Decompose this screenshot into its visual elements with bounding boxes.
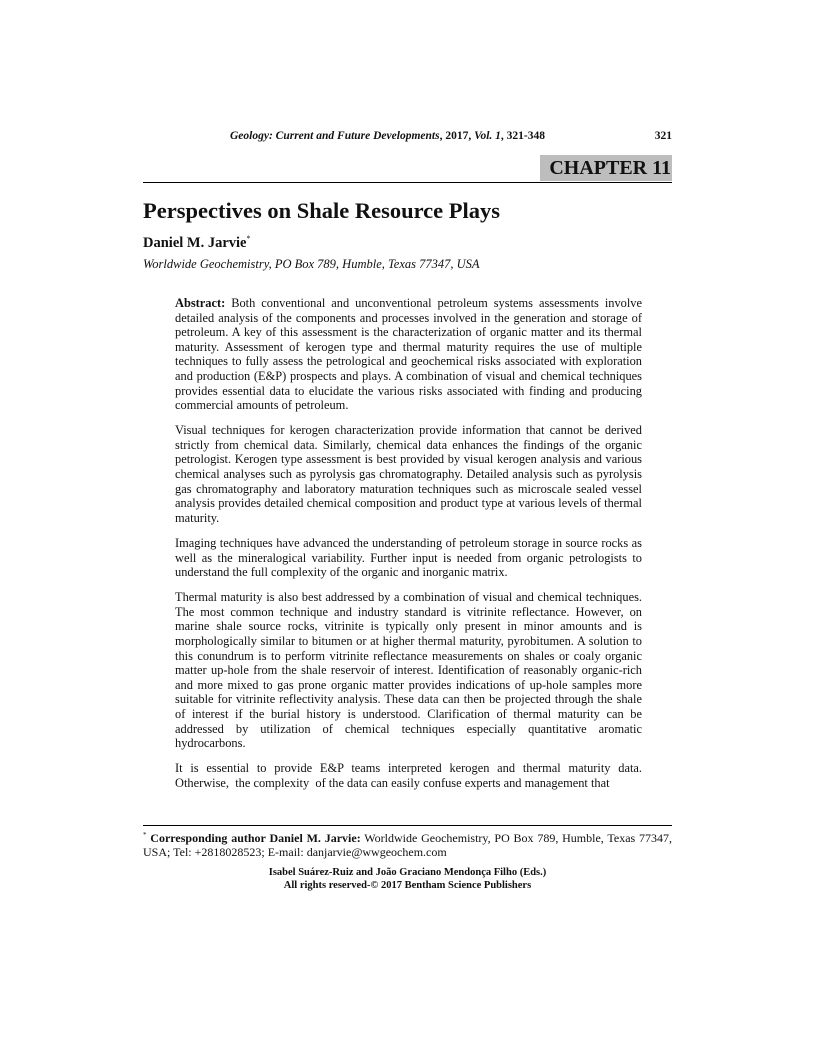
author [143, 234, 251, 252]
author-footnote-mark: * [246, 234, 251, 243]
publisher-info [143, 866, 672, 892]
abstract-label: Abstract: [175, 296, 226, 310]
header-rule [143, 182, 672, 183]
chapter-title: Perspectives on Shale Resource Plays [143, 198, 501, 223]
footnote-mark: * [143, 831, 147, 839]
abstract [175, 296, 646, 801]
abstract-paragraph [175, 296, 642, 413]
citation-volume: Vol. 1 [474, 130, 501, 142]
page-number: 321 [654, 130, 672, 142]
footnote-text: Worldwide Geochemistry, PO Box 789, Humble, Texas 77347, USA; Tel: +2818028523; E-mail: danjarvie@wwgeochem.com [143, 831, 672, 859]
abstract-paragraph: Imaging techniques have advanced the understanding of petroleum storage in source rocks as well as the mineralogical variability. Further input is needed from organic petrologists to understand the full complexity of the organic and inorganic matrix. [175, 535, 642, 580]
journal-citation [230, 130, 545, 142]
footnote-rule [143, 825, 672, 826]
abstract-paragraph: It is essential to provide E&P teams interpreted kerogen and thermal maturity data. Otherwise, the complexity of the data can easily confuse experts and management that [175, 761, 646, 790]
editors: Isabel Suárez-Ruiz and João Graciano Mendonça Filho (Eds.) [268, 867, 547, 878]
chapter-label: CHAPTER 11 [540, 155, 672, 181]
affiliation: Worldwide Geochemistry, PO Box 789, Humble, Texas 77347, USA [143, 257, 480, 271]
author-name: Daniel M. Jarvie [143, 234, 247, 251]
abstract-paragraph: Thermal maturity is also best addressed by a combination of visual and chemical techniques. The most common technique and industry standard is vitrinite reflectance. However, on marine shale source rocks, vitrinite is typically only present in minor amounts and is morphologically similar to bitumen or at higher thermal maturity, pyrobitumen. A solution to this conundrum is to perform vitrinite reflectance measurements on shales or coaly organic matter up-hole from the shale reservoir of interest. Identification of reasonably organic-rich and more mixed to gas prone organic matter provides indications of up-hole samples more suitable for vitrinite reflectivity analysis. These data can then be projected through the shale of interest if the burial history is understood. Clarification of thermal maturity can be addressed by utilization of chemical techniques especially quantitative aromatic hydrocarbons. [175, 590, 642, 751]
footnote [143, 828, 672, 859]
journal-name: Geology: Current and Future Developments [230, 130, 440, 142]
abstract-paragraph: Visual techniques for kerogen characterization provide information that cannot be derived strictly from chemical data. Similarly, chemical data enhances the findings of the organic petrologist. Kerogen type assessment is best provided by visual kerogen analysis and various chemical analyses such as pyrolysis gas chromatography. Detailed analysis such as pyrolysis gas chromatography and laboratory maturation techniques such as microscale sealed vessel analysis provides detailed chemical composition and product type at various levels of thermal maturity. [175, 423, 642, 525]
footnote-label: Corresponding author Daniel M. Jarvie: [150, 831, 361, 845]
paragraph-text: Both conventional and unconventional petroleum systems assessments involve detailed analysis of the components and processes involved in the generation and storage of petroleum. A key of this assessment is the characterization of organic matter and its thermal maturity. Assessment of kerogen type and thermal maturity requires the use of multiple techniques to fully assess the petrological and geochemical risks associated with exploration and production (E&P) prospects and plays. A combination of visual and chemical techniques provides essential data to elucidate the various risks associated with finding and producing commercial amounts of petroleum. [175, 296, 642, 413]
citation-pages: , 321-348 [500, 130, 545, 142]
citation-year: , 2017, [439, 130, 475, 142]
copyright: All rights reserved-© 2017 Bentham Science Publishers [283, 880, 532, 891]
